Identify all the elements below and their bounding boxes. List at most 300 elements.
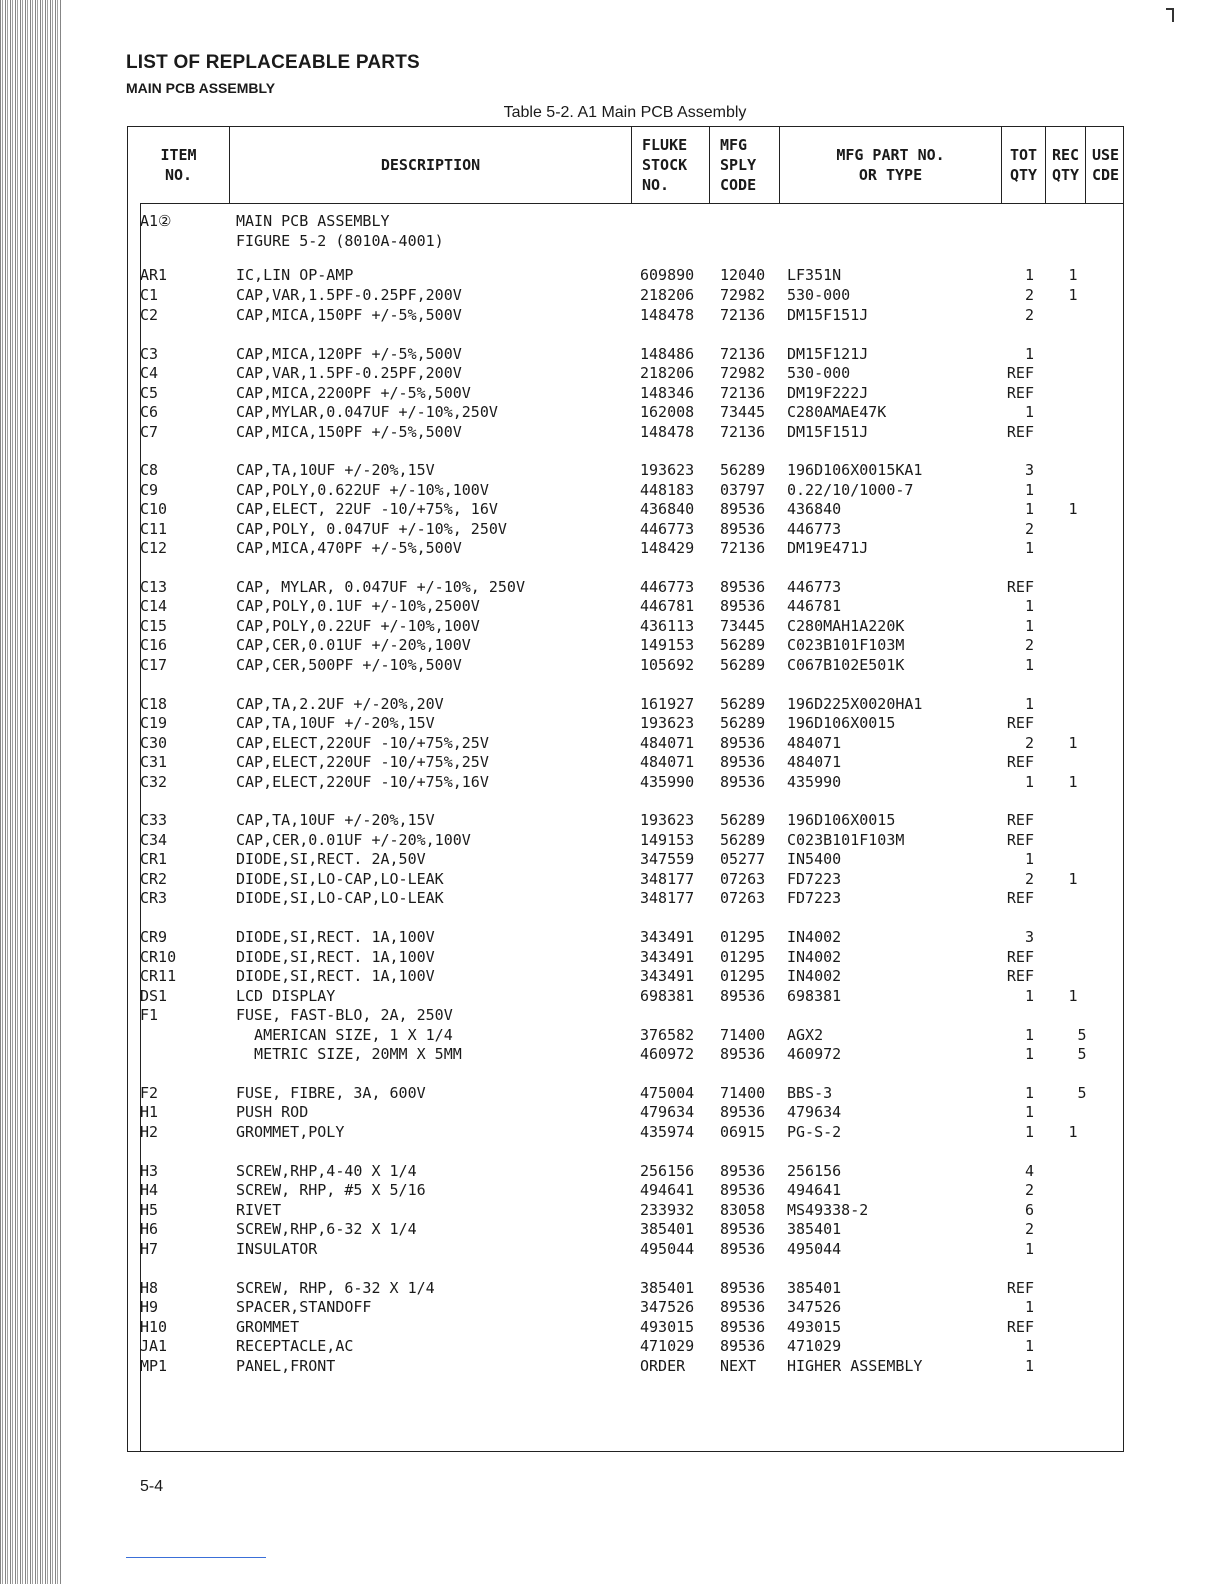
description-cell: DIODE,SI,LO-CAP,LO-LEAK (236, 889, 444, 907)
fluke-stock-cell: 193623 (640, 811, 695, 829)
fluke-stock-cell: 105692 (640, 656, 695, 674)
description-cell: DIODE,SI,LO-CAP,LO-LEAK (236, 870, 444, 888)
fluke-stock-cell: 148346 (640, 384, 695, 402)
mfg-part-cell: 256156 (787, 1162, 842, 1180)
mfg-sply-cell: 56289 (720, 636, 766, 654)
tot-qty-cell: REF (1006, 423, 1034, 441)
rec-qty-cell: 1 (1068, 500, 1078, 518)
mfg-sply-cell: 01295 (720, 967, 766, 985)
description-cell: IC,LIN OP-AMP (236, 266, 354, 284)
description-cell: MAIN PCB ASSEMBLY (236, 212, 390, 230)
mfg-part-cell: 446773 (787, 520, 842, 538)
fluke-stock-cell: 256156 (640, 1162, 695, 1180)
rec-qty-cell: 1 (1068, 1123, 1078, 1141)
description-cell: CAP,MICA,150PF +/-5%,500V (236, 423, 462, 441)
tot-qty-cell: REF (1006, 831, 1034, 849)
tot-qty-cell: REF (1006, 714, 1034, 732)
mfg-part-cell: AGX2 (787, 1026, 824, 1044)
description-cell: CAP,TA,10UF +/-20%,15V (236, 714, 435, 732)
mfg-part-cell: 435990 (787, 773, 842, 791)
mfg-sply-cell: 56289 (720, 461, 766, 479)
mfg-part-cell: 698381 (787, 987, 842, 1005)
mfg-part-cell: 385401 (787, 1279, 842, 1297)
tot-qty-cell: 2 (1024, 870, 1034, 888)
mfg-part-cell: DM19E471J (787, 539, 869, 557)
mfg-sply-cell: 72136 (720, 539, 766, 557)
description-cell: SCREW, RHP, 6-32 X 1/4 (236, 1279, 435, 1297)
mfg-sply-cell: 07263 (720, 870, 766, 888)
fluke-stock-cell: 343491 (640, 948, 695, 966)
footer-rule (126, 1557, 266, 1558)
mfg-sply-cell: 56289 (720, 811, 766, 829)
tot-qty-cell: 1 (1024, 345, 1034, 363)
mfg-part-cell: C280AMAE47K (787, 403, 887, 421)
description-cell: CAP,VAR,1.5PF-0.25PF,200V (236, 364, 462, 382)
header-use-code: USE CDE (1091, 146, 1120, 184)
fluke-stock-cell: 471029 (640, 1337, 695, 1355)
mfg-sply-cell: 89536 (720, 578, 766, 596)
tot-qty-cell: 1 (1024, 850, 1034, 868)
mfg-sply-cell: 72982 (720, 364, 766, 382)
mfg-sply-cell: 89536 (720, 1162, 766, 1180)
tot-qty-cell: REF (1006, 753, 1034, 771)
description-cell: CAP,ELECT,220UF -10/+75%,16V (236, 773, 489, 791)
mfg-part-cell: 446781 (787, 597, 842, 615)
mfg-sply-cell: 89536 (720, 597, 766, 615)
tot-qty-cell: 1 (1024, 1103, 1034, 1121)
fluke-stock-cell: 385401 (640, 1279, 695, 1297)
mfg-part-cell: 460972 (787, 1045, 842, 1063)
page-number: 5-4 (140, 1478, 164, 1495)
mfg-sply-cell: 06915 (720, 1123, 766, 1141)
tot-qty-cell: REF (1006, 1279, 1034, 1297)
item-no-cell: H6 (140, 1220, 159, 1238)
description-cell: CAP,VAR,1.5PF-0.25PF,200V (236, 286, 462, 304)
description-cell: LCD DISPLAY (236, 987, 336, 1005)
tot-qty-cell: 1 (1024, 1026, 1034, 1044)
fluke-stock-cell: 435974 (640, 1123, 695, 1141)
corner-mark (1172, 8, 1174, 22)
description-cell: CAP, MYLAR, 0.047UF +/-10%, 250V (236, 578, 525, 596)
fluke-stock-cell: 376582 (640, 1026, 695, 1044)
item-no-cell: C34 (140, 831, 168, 849)
fluke-stock-cell: 698381 (640, 987, 695, 1005)
description-cell: DIODE,SI,RECT. 2A,50V (236, 850, 426, 868)
item-no-cell: C15 (140, 617, 168, 635)
description-cell: CAP,MICA,120PF +/-5%,500V (236, 345, 462, 363)
description-cell: CAP,ELECT, 22UF -10/+75%, 16V (236, 500, 498, 518)
description-cell: METRIC SIZE, 20MM X 5MM (236, 1045, 462, 1063)
mfg-part-cell: IN4002 (787, 948, 842, 966)
mfg-part-cell: DM15F151J (787, 423, 869, 441)
fluke-stock-cell: 148486 (640, 345, 695, 363)
tot-qty-cell: 1 (1024, 1084, 1034, 1102)
item-no-cell: C6 (140, 403, 159, 421)
item-no-cell: C13 (140, 578, 168, 596)
description-cell: CAP,POLY,0.1UF +/-10%,2500V (236, 597, 480, 615)
use-code-cell: 5 (1077, 1084, 1087, 1102)
mfg-part-cell: PG-S-2 (787, 1123, 842, 1141)
tot-qty-cell: 2 (1024, 1181, 1034, 1199)
item-no-cell: C9 (140, 481, 159, 499)
fluke-stock-cell: 475004 (640, 1084, 695, 1102)
mfg-sply-cell: 71400 (720, 1084, 766, 1102)
description-cell: CAP,MYLAR,0.047UF +/-10%,250V (236, 403, 498, 421)
item-no-cell: C11 (140, 520, 168, 538)
fluke-stock-cell: 148478 (640, 306, 695, 324)
item-no-cell: H3 (140, 1162, 159, 1180)
mfg-part-cell: 196D106X0015KA1 (787, 461, 923, 479)
description-cell: SCREW,RHP,6-32 X 1/4 (236, 1220, 417, 1238)
fluke-stock-cell: 446773 (640, 578, 695, 596)
description-cell: GROMMET,POLY (236, 1123, 345, 1141)
fluke-stock-cell: 233932 (640, 1201, 695, 1219)
header-mfg-part-no: MFG PART NO. OR TYPE (780, 127, 1002, 203)
fluke-stock-cell: 495044 (640, 1240, 695, 1258)
fluke-stock-cell: 446773 (640, 520, 695, 538)
fluke-stock-cell: 218206 (640, 364, 695, 382)
mfg-part-cell: HIGHER ASSEMBLY (787, 1357, 923, 1375)
page-title: LIST OF REPLACEABLE PARTS (126, 52, 420, 73)
tot-qty-cell: 2 (1024, 636, 1034, 654)
mfg-sply-cell: 56289 (720, 656, 766, 674)
tot-qty-cell: REF (1006, 811, 1034, 829)
description-cell: SCREW, RHP, #5 X 5/16 (236, 1181, 426, 1199)
mfg-part-cell: 493015 (787, 1318, 842, 1336)
tot-qty-cell: REF (1006, 384, 1034, 402)
tot-qty-cell: 1 (1024, 617, 1034, 635)
page-subtitle: MAIN PCB ASSEMBLY (126, 80, 276, 96)
tot-qty-cell: REF (1006, 948, 1034, 966)
fluke-stock-cell: 347559 (640, 850, 695, 868)
mfg-sply-cell: 12040 (720, 266, 766, 284)
item-no-cell: CR2 (140, 870, 168, 888)
description-cell: RECEPTACLE,AC (236, 1337, 354, 1355)
rec-qty-cell: 1 (1068, 286, 1078, 304)
mfg-sply-cell: NEXT (720, 1357, 757, 1375)
mfg-sply-cell: 89536 (720, 1045, 766, 1063)
mfg-sply-cell: 05277 (720, 850, 766, 868)
mfg-sply-cell: 89536 (720, 520, 766, 538)
tot-qty-cell: REF (1006, 1318, 1034, 1336)
item-no-cell: F2 (140, 1084, 159, 1102)
mfg-part-cell: 530-000 (787, 286, 851, 304)
table-caption: Table 5-2. A1 Main PCB Assembly (503, 104, 747, 121)
item-no-cell: C31 (140, 753, 168, 771)
fluke-stock-cell: 385401 (640, 1220, 695, 1238)
tot-qty-cell: 2 (1024, 1220, 1034, 1238)
tot-qty-cell: 1 (1024, 500, 1034, 518)
mfg-part-cell: 479634 (787, 1103, 842, 1121)
description-cell: DIODE,SI,RECT. 1A,100V (236, 928, 435, 946)
item-no-cell: C7 (140, 423, 159, 441)
description-cell: CAP,MICA,150PF +/-5%,500V (236, 306, 462, 324)
description-cell: DIODE,SI,RECT. 1A,100V (236, 948, 435, 966)
mfg-part-cell: DM19F222J (787, 384, 869, 402)
tot-qty-cell: 4 (1024, 1162, 1034, 1180)
rec-qty-cell: 1 (1068, 987, 1078, 1005)
description-cell: CAP,POLY,0.22UF +/-10%,100V (236, 617, 480, 635)
mfg-sply-cell: 89536 (720, 500, 766, 518)
tot-qty-cell: REF (1006, 889, 1034, 907)
description-cell: FUSE, FAST-BLO, 2A, 250V (236, 1006, 453, 1024)
mfg-sply-cell: 89536 (720, 1318, 766, 1336)
mfg-sply-cell: 72136 (720, 384, 766, 402)
fluke-stock-cell: 148478 (640, 423, 695, 441)
mfg-part-cell: MS49338-2 (787, 1201, 869, 1219)
fluke-stock-cell: 484071 (640, 734, 695, 752)
description-cell: CAP,POLY, 0.047UF +/-10%, 250V (236, 520, 507, 538)
fluke-stock-cell: 435990 (640, 773, 695, 791)
mfg-part-cell: 0.22/10/1000-7 (787, 481, 914, 499)
tot-qty-cell: REF (1006, 967, 1034, 985)
tot-qty-cell: 1 (1024, 1123, 1034, 1141)
item-no-cell: H1 (140, 1103, 159, 1121)
header-tot-qty: TOT QTY (1002, 127, 1046, 203)
mfg-sply-cell: 89536 (720, 1220, 766, 1238)
fluke-stock-cell: 609890 (640, 266, 695, 284)
item-no-cell: C33 (140, 811, 168, 829)
rec-qty-cell: 1 (1068, 870, 1078, 888)
header-rec-qty: REC QTY (1046, 127, 1086, 203)
description-cell: AMERICAN SIZE, 1 X 1/4 (236, 1026, 453, 1044)
mfg-part-cell: LF351N (787, 266, 842, 284)
description-cell: GROMMET (236, 1318, 300, 1336)
item-no-cell: F1 (140, 1006, 159, 1024)
header-item-no: ITEM NO. (128, 127, 230, 203)
tot-qty-cell: 1 (1024, 1240, 1034, 1258)
tot-qty-cell: REF (1006, 578, 1034, 596)
mfg-part-cell: 436840 (787, 500, 842, 518)
item-no-cell: H7 (140, 1240, 159, 1258)
item-no-cell: C17 (140, 656, 168, 674)
mfg-part-cell: C280MAH1A220K (787, 617, 905, 635)
mfg-part-cell: DM15F121J (787, 345, 869, 363)
fluke-stock-cell: 162008 (640, 403, 695, 421)
item-no-cell: H2 (140, 1123, 159, 1141)
item-no-cell: H5 (140, 1201, 159, 1219)
item-no-cell: JA1 (140, 1337, 168, 1355)
mfg-part-cell: 494641 (787, 1181, 842, 1199)
mfg-sply-cell: 56289 (720, 695, 766, 713)
item-no-cell: C1 (140, 286, 159, 304)
mfg-part-cell: 347526 (787, 1298, 842, 1316)
tot-qty-cell: 1 (1024, 1337, 1034, 1355)
item-no-cell: C5 (140, 384, 159, 402)
fluke-stock-cell: 148429 (640, 539, 695, 557)
mfg-sply-cell: 89536 (720, 1103, 766, 1121)
description-cell: CAP,TA,10UF +/-20%,15V (236, 461, 435, 479)
mfg-part-cell: 196D225X0020HA1 (787, 695, 923, 713)
mfg-part-cell: C067B102E501K (787, 656, 905, 674)
description-cell: INSULATOR (236, 1240, 318, 1258)
fluke-stock-cell: 218206 (640, 286, 695, 304)
tot-qty-cell: 1 (1024, 403, 1034, 421)
tot-qty-cell: 2 (1024, 734, 1034, 752)
mfg-sply-cell: 01295 (720, 928, 766, 946)
rec-qty-cell: 1 (1068, 734, 1078, 752)
tot-qty-cell: 1 (1024, 656, 1034, 674)
tot-qty-cell: 1 (1024, 539, 1034, 557)
fluke-stock-cell: 479634 (640, 1103, 695, 1121)
mfg-sply-cell: 07263 (720, 889, 766, 907)
description-cell: CAP,TA,10UF +/-20%,15V (236, 811, 435, 829)
fluke-stock-cell: 149153 (640, 636, 695, 654)
tot-qty-cell: 1 (1024, 481, 1034, 499)
mfg-part-cell: 484071 (787, 753, 842, 771)
mfg-sply-cell: 72136 (720, 423, 766, 441)
item-no-cell: MP1 (140, 1357, 168, 1375)
description-cell: CAP,CER,0.01UF +/-20%,100V (236, 831, 471, 849)
fluke-stock-cell: ORDER (640, 1357, 686, 1375)
item-no-cell: CR3 (140, 889, 168, 907)
fluke-stock-cell: 348177 (640, 870, 695, 888)
fluke-stock-cell: 149153 (640, 831, 695, 849)
item-no-cell: A1② (140, 212, 172, 230)
item-no-cell: CR10 (140, 948, 177, 966)
mfg-sply-cell: 56289 (720, 714, 766, 732)
mfg-sply-cell: 01295 (720, 948, 766, 966)
description-cell: CAP,CER,500PF +/-10%,500V (236, 656, 462, 674)
fluke-stock-cell: 347526 (640, 1298, 695, 1316)
description-cell: SCREW,RHP,4-40 X 1/4 (236, 1162, 417, 1180)
fluke-stock-cell: 436113 (640, 617, 695, 635)
tot-qty-cell: 2 (1024, 286, 1034, 304)
header-mfg-sply-code: MFG SPLY CODE (710, 127, 780, 203)
use-code-cell: 5 (1077, 1026, 1087, 1044)
mfg-part-cell: DM15F151J (787, 306, 869, 324)
item-no-cell: C16 (140, 636, 168, 654)
header-description: DESCRIPTION (230, 127, 632, 203)
description-cell: FUSE, FIBRE, 3A, 600V (236, 1084, 426, 1102)
mfg-part-cell: C023B101F103M (787, 636, 905, 654)
mfg-sply-cell: 03797 (720, 481, 766, 499)
description-cell: PANEL,FRONT (236, 1357, 336, 1375)
item-no-cell: C4 (140, 364, 159, 382)
description-cell: CAP,POLY,0.622UF +/-10%,100V (236, 481, 489, 499)
item-no-cell: C30 (140, 734, 168, 752)
fluke-stock-cell: 448183 (640, 481, 695, 499)
fluke-stock-cell: 193623 (640, 714, 695, 732)
fluke-stock-cell: 446781 (640, 597, 695, 615)
mfg-sply-cell: 72136 (720, 306, 766, 324)
tot-qty-cell: 2 (1024, 520, 1034, 538)
mfg-sply-cell: 89536 (720, 773, 766, 791)
tot-qty-cell: 1 (1024, 1045, 1034, 1063)
tot-qty-cell: 3 (1024, 461, 1034, 479)
mfg-sply-cell: 89536 (720, 753, 766, 771)
fluke-stock-cell: 493015 (640, 1318, 695, 1336)
mfg-sply-cell: 89536 (720, 987, 766, 1005)
description-cell: RIVET (236, 1201, 282, 1219)
mfg-sply-cell: 89536 (720, 1298, 766, 1316)
tot-qty-cell: 1 (1024, 266, 1034, 284)
description-cell: CAP,TA,2.2UF +/-20%,20V (236, 695, 444, 713)
mfg-part-cell: IN4002 (787, 928, 842, 946)
fluke-stock-cell: 343491 (640, 967, 695, 985)
mfg-part-cell: IN4002 (787, 967, 842, 985)
fluke-stock-cell: 348177 (640, 889, 695, 907)
use-code-cell: 5 (1077, 1045, 1087, 1063)
mfg-sply-cell: 89536 (720, 1279, 766, 1297)
mfg-part-cell: C023B101F103M (787, 831, 905, 849)
mfg-part-cell: 530-000 (787, 364, 851, 382)
mfg-sply-cell: 71400 (720, 1026, 766, 1044)
item-no-cell: H9 (140, 1298, 159, 1316)
item-no-cell: H8 (140, 1279, 159, 1297)
fluke-stock-cell: 484071 (640, 753, 695, 771)
item-no-cell: C10 (140, 500, 168, 518)
mfg-part-cell: 471029 (787, 1337, 842, 1355)
fluke-stock-cell: 343491 (640, 928, 695, 946)
item-no-cell: C14 (140, 597, 168, 615)
description-cell: CAP,MICA,2200PF +/-5%,500V (236, 384, 471, 402)
item-no-cell: DS1 (140, 987, 168, 1005)
fluke-stock-cell: 494641 (640, 1181, 695, 1199)
mfg-part-cell: FD7223 (787, 889, 842, 907)
mfg-part-cell: 484071 (787, 734, 842, 752)
item-no-cell: C18 (140, 695, 168, 713)
mfg-part-cell: 196D106X0015 (787, 811, 896, 829)
mfg-part-cell: FD7223 (787, 870, 842, 888)
mfg-part-cell: 495044 (787, 1240, 842, 1258)
fluke-stock-cell: 436840 (640, 500, 695, 518)
mfg-sply-cell: 56289 (720, 831, 766, 849)
mfg-sply-cell: 72982 (720, 286, 766, 304)
item-no-cell: C12 (140, 539, 168, 557)
description-cell: CAP,CER,0.01UF +/-20%,100V (236, 636, 471, 654)
fluke-stock-cell: 460972 (640, 1045, 695, 1063)
mfg-part-cell: IN5400 (787, 850, 842, 868)
scan-binding-edge (0, 0, 62, 1584)
description-cell: CAP,MICA,470PF +/-5%,500V (236, 539, 462, 557)
mfg-part-cell: 385401 (787, 1220, 842, 1238)
mfg-sply-cell: 73445 (720, 403, 766, 421)
mfg-part-cell: BBS-3 (787, 1084, 833, 1102)
item-no-cell: CR11 (140, 967, 177, 985)
mfg-sply-cell: 89536 (720, 1181, 766, 1199)
mfg-sply-cell: 89536 (720, 734, 766, 752)
tot-qty-cell: 3 (1024, 928, 1034, 946)
tot-qty-cell: 1 (1024, 987, 1034, 1005)
tot-qty-cell: 1 (1024, 695, 1034, 713)
description-cell: PUSH ROD (236, 1103, 309, 1121)
mfg-part-cell: 446773 (787, 578, 842, 596)
header-fluke-stock-no: FLUKE STOCK NO. (632, 127, 710, 203)
rec-qty-cell: 1 (1068, 773, 1078, 791)
rec-qty-cell: 1 (1068, 266, 1078, 284)
item-no-cell: AR1 (140, 266, 168, 284)
tot-qty-cell: 1 (1024, 1298, 1034, 1316)
tot-qty-cell: 1 (1024, 1357, 1034, 1375)
fluke-stock-cell: 161927 (640, 695, 695, 713)
item-no-cell: H4 (140, 1181, 159, 1199)
description-cell: DIODE,SI,RECT. 1A,100V (236, 967, 435, 985)
item-no-cell: H10 (140, 1318, 168, 1336)
fluke-stock-cell: 193623 (640, 461, 695, 479)
item-no-cell: CR1 (140, 850, 168, 868)
tot-qty-cell: 1 (1024, 597, 1034, 615)
tot-qty-cell: 2 (1024, 306, 1034, 324)
tot-qty-cell: 1 (1024, 773, 1034, 791)
mfg-sply-cell: 72136 (720, 345, 766, 363)
tot-qty-cell: 6 (1024, 1201, 1034, 1219)
item-no-cell: C2 (140, 306, 159, 324)
mfg-sply-cell: 89536 (720, 1337, 766, 1355)
mfg-part-cell: 196D106X0015 (787, 714, 896, 732)
description-cell: FIGURE 5-2 (8010A-4001) (236, 232, 444, 250)
description-cell: CAP,ELECT,220UF -10/+75%,25V (236, 753, 489, 771)
